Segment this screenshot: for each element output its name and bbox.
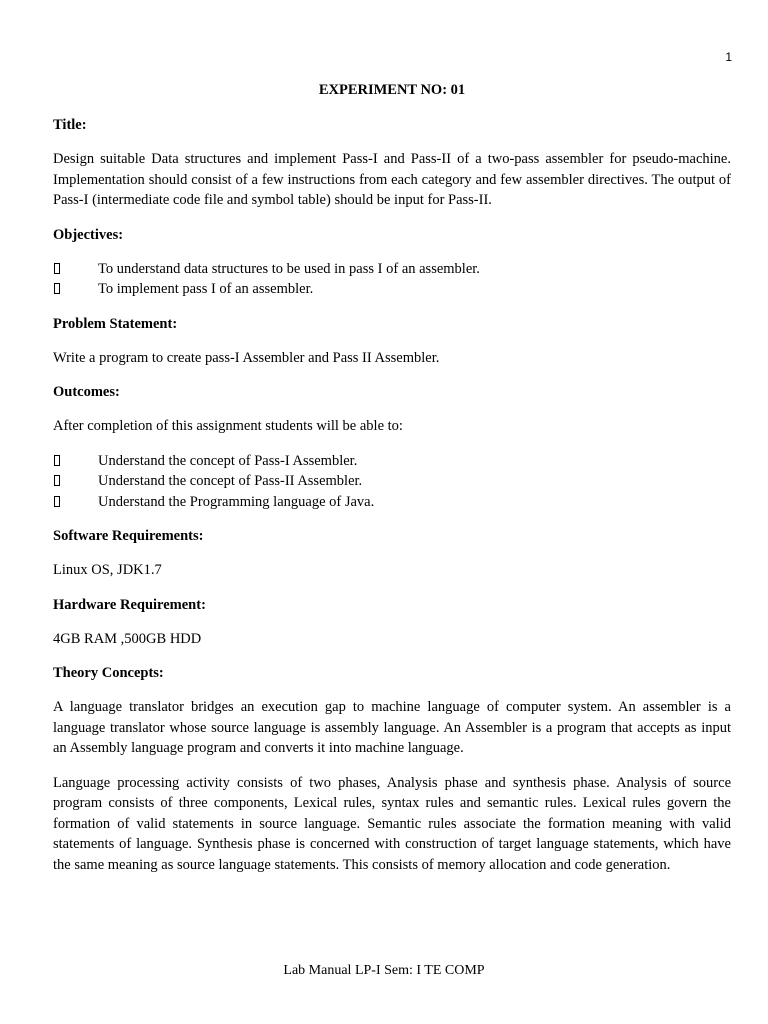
problem-statement-heading: Problem Statement: bbox=[53, 315, 178, 332]
outcome-text: Understand the concept of Pass-II Assembler. bbox=[98, 473, 363, 489]
experiment-title: EXPERIMENT NO: 01 bbox=[318, 82, 466, 98]
objective-text: To implement pass I of an assembler. bbox=[98, 281, 314, 297]
problem-statement-text: Write a program to create pass-I Assembler and Pass II Assembler. bbox=[53, 349, 440, 366]
outcomes-heading: Outcomes: bbox=[53, 384, 120, 400]
theory-paragraph: Language processing activity consists of two phases, Analysis phase and synthesis phase. Analysis of source program consists of three components, Lexical rules, syntax rules and semantic rules. Lexical rules govern the formation of valid statements in source language. Semantic rules associate the formation meaning with valid statements of language. Synthesis phase is concerned with construction of target language statements, which have the same meaning as source language statements. This consists of memory allocation and code generation. bbox=[53, 774, 731, 873]
software-requirements-heading: Software Requirements: bbox=[53, 528, 204, 544]
objectives-heading: Objectives: bbox=[53, 226, 124, 243]
outcomes-intro: After completion of this assignment students will be able to: bbox=[53, 418, 403, 434]
hardware-requirement-text: 4GB RAM ,500GB HDD bbox=[53, 630, 202, 647]
theory-concepts-heading: Theory Concepts: bbox=[53, 665, 164, 681]
bullet-icon bbox=[54, 283, 60, 294]
bullet-icon bbox=[54, 263, 60, 274]
list-item bbox=[53, 492, 731, 513]
list-item bbox=[53, 451, 731, 472]
page-number: 1 bbox=[725, 50, 732, 64]
objectives-list bbox=[53, 259, 731, 300]
list-item bbox=[53, 259, 731, 280]
hardware-requirement-heading: Hardware Requirement: bbox=[53, 596, 206, 613]
title-heading: Title: bbox=[53, 117, 87, 133]
software-requirements-text: Linux OS, JDK1.7 bbox=[53, 562, 162, 578]
bullet-icon bbox=[54, 475, 60, 486]
bullet-icon bbox=[54, 455, 60, 466]
bullet-icon bbox=[54, 496, 60, 507]
document-body bbox=[53, 80, 731, 875]
list-item bbox=[53, 279, 731, 300]
theory-paragraph: A language translator bridges an execution gap to machine language of computer system. An assembler is a language translator whose source language is assembly language. An Assembler is a program that accepts as input an Assembly language program and converts it into machine language. bbox=[53, 699, 731, 756]
title-text: Design suitable Data structures and implement Pass-I and Pass-II of a two-pass assembler for pseudo-machine. Implementation should consist of a few instructions from each category and few assembler directives. The output of Pass-I (intermediate code file and symbol table) should be input for Pass-II. bbox=[53, 151, 731, 208]
objective-text: To understand data structures to be used in pass I of an assembler. bbox=[98, 260, 480, 277]
outcome-text: Understand the Programming language of Java. bbox=[98, 493, 375, 510]
list-item bbox=[53, 471, 731, 492]
outcomes-list bbox=[53, 451, 731, 513]
page-footer: Lab Manual LP-I Sem: I TE COMP bbox=[283, 963, 485, 978]
outcome-text: Understand the concept of Pass-I Assembler. bbox=[98, 452, 358, 469]
